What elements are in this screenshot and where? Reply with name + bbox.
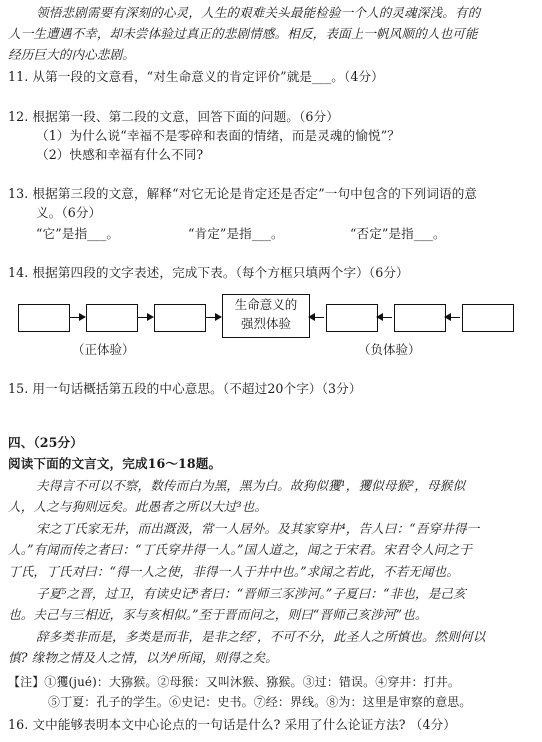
question-15: 15. 用一句话概括第五段的中心意思。（不超过20个字）（3分）	[8, 381, 362, 396]
question-14: 14. 根据第四段的文字表述，完成下表。（每个方框只填两个字）（6分）	[8, 265, 409, 280]
classical-text-line: 人。”有闻而传之者曰：“丁氏穿井得一人。”国人道之，闻之于宋君。宋君令人问之于	[8, 542, 472, 557]
classical-text-line: 丁氏，丁氏对曰：“得一人之使，非得一人于井中也。”求闻之若此，不若无闻也。	[8, 564, 460, 579]
question-12-part-1: （1）为什么说“幸福不是零碎和表面的情绪，而是灵魂的愉悦”？	[36, 128, 400, 143]
center-box-line-2: 强烈体验	[240, 316, 291, 331]
caption-positive: （正体验）	[72, 342, 135, 357]
blank-box-1	[18, 304, 70, 332]
question-13: 13. 根据第三段的文意，解释“对它无论是肯定还是否定”一句中包含的下列词语的意	[8, 186, 478, 201]
question-11: 11. 从第一段的文意看，“对生命意义的肯定评价”就是___。（4分）	[8, 69, 384, 84]
classical-text-line: 人，人之与狗则远矣。此愚者之所以大过³也。	[8, 499, 268, 514]
question-13-term-fouding: “否定”是指___。	[350, 226, 446, 241]
arrow-left-icon	[310, 317, 324, 318]
question-12: 12. 根据第一段、第二段的文意，回答下面的问题。（6分）	[8, 109, 339, 124]
center-box-life-meaning	[222, 294, 310, 338]
classical-text-line: 宋之丁氏家无井，而出溉汲，常一人居外。及其家穿井⁴，告人曰：“吾穿井得一	[36, 521, 480, 536]
arrow-left-icon	[446, 317, 460, 318]
blank-box-5	[394, 304, 446, 332]
arrow-left-icon	[378, 317, 392, 318]
question-13-cont: 义。（6分）	[36, 205, 102, 220]
section-4-instruction: 阅读下面的文言文，完成16～18题。	[8, 456, 222, 471]
blank-box-6	[462, 304, 514, 332]
passage-paragraph-line: 领悟悲剧需要有深刻的心灵，人生的艰难关头最能检验一个人的灵魂深浅。有的	[36, 5, 481, 20]
center-box-line-1: 生命意义的	[234, 297, 298, 312]
caption-negative: （负体验）	[358, 342, 421, 357]
classical-text-line: 辞多类非而是，多类是而非，是非之经⁷，不可不分，此圣人之所慎也。然则何以	[36, 629, 486, 644]
experience-flow-diagram	[14, 290, 534, 360]
classical-text-line: 慎? 缘物之情及人之情，以为⁸所闻，则得之矣。	[8, 650, 278, 665]
blank-box-3	[154, 304, 206, 332]
passage-paragraph-line: 人一生遭遇不幸，却未尝体验过真正的悲剧情感。相反，表面上一帆风顺的人也可能	[8, 26, 478, 41]
question-16: 16. 文中能够表明本文中心论点的一句话是什么? 采用了什么论证方法? （4分）	[8, 717, 456, 732]
blank-box-4	[326, 304, 378, 332]
annotation-note-2: ⑤丁夏：孔子的学生。⑥史记：史书。⑦经：界线。⑧为：这里是审察的意思。	[48, 695, 472, 709]
arrow-right-icon	[206, 317, 220, 318]
arrow-right-icon	[138, 317, 152, 318]
arrow-right-icon	[70, 317, 84, 318]
section-4-heading: 四、（25分）	[8, 435, 83, 450]
classical-text-line: 夫得言不可以不察，数传而白为黑，黑为白。故狗似玃¹，玃似母猴²，母猴似	[36, 478, 466, 493]
annotation-note-1: 【注】①玃(jué)：大猕猴。②母猴：又叫沐猴、猕猴。③过：错误。④穿井：打井。	[8, 675, 460, 689]
question-13-term-it: “它”是指___。	[36, 226, 120, 241]
passage-paragraph-line: 经历巨大的内心悲剧。	[8, 47, 135, 62]
blank-box-2	[86, 304, 138, 332]
classical-text-line: 子夏⁵之晋，过卫，有读史记⁶者曰：“晋师三豕涉河。”子夏曰：“非也，是己亥	[36, 586, 466, 601]
question-13-term-kending: “肯定”是指___。	[188, 226, 284, 241]
question-12-part-2: （2）快感和幸福有什么不同?	[36, 147, 204, 162]
classical-text-line: 也。夫己与三相近，豕与亥相似。”至于晋而问之，则曰“晋师己亥涉河”也。	[8, 607, 428, 622]
